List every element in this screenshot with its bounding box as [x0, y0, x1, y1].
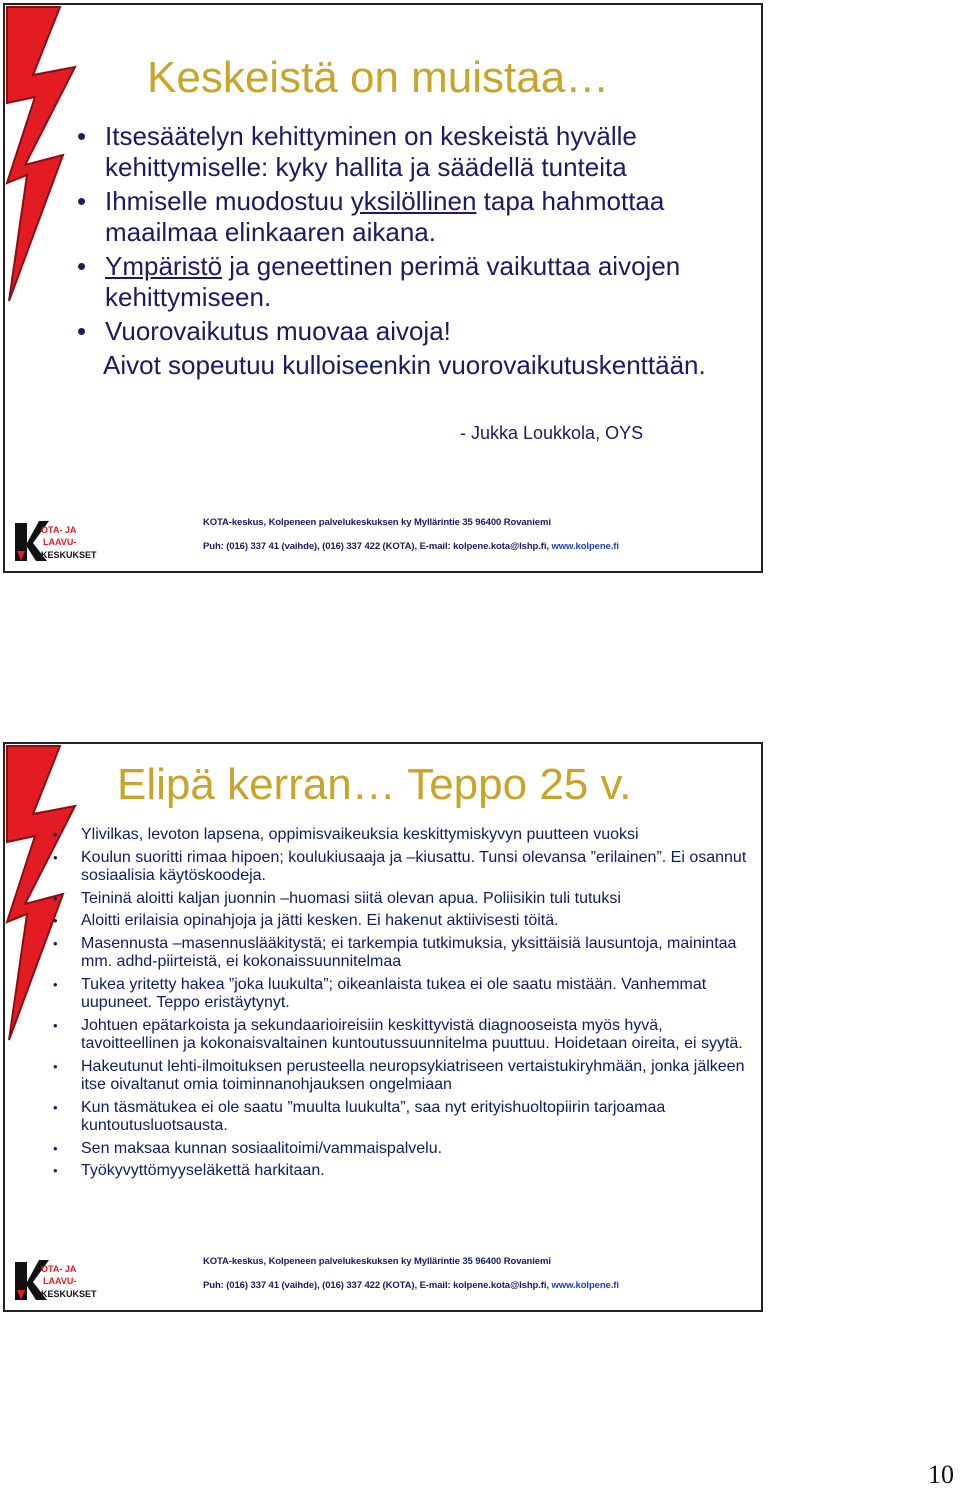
slide-title: Keskeistä on muistaa…: [147, 53, 610, 102]
svg-text:LAAVU-: LAAVU-: [43, 537, 77, 547]
bullet-dot-icon: •: [53, 1163, 58, 1178]
quote-attribution: - Jukka Loukkola, OYS: [460, 423, 644, 443]
bullet-item: • Sen maksaa kunnan sosiaalitoimi/vammaispalvelu.: [53, 1139, 443, 1157]
bullet-dot-icon: •: [53, 1058, 58, 1074]
footer-address: KOTA-keskus, Kolpeneen palvelukeskuksen ky Myllärintie 35 96400 Rovaniemi: [203, 1256, 551, 1267]
bullet-list: [51, 826, 751, 1185]
bullet-item: • Itsesäätelyn kehittyminen on keskeistä hyvälle kehittymiselle: kyky hallita ja säädellä tunteita: [77, 121, 637, 182]
kota-laavu-logo: [11, 513, 101, 563]
bullet-item: • Ylivilkas, levoton lapsena, oppimisvaikeuksia keskittymiskyvyn puutteen vuoksi: [53, 826, 639, 843]
bullet-item: • Johtuen epätarkoista ja sekundaarioireisiin keskittyvistä diagnooseista myös hyvä, tavoitteellinen ja kokonaisvaltainen kuntoutussuunnitelma puuttuu. Hoidetaan oireita, ei syytä.: [53, 1016, 743, 1052]
bullet-dot-icon: •: [77, 251, 87, 281]
bullet-item: • Ympäristö ja geneettinen perimä vaikuttaa aivojen kehittymiseen.: [77, 251, 681, 312]
bullet-item: • Koulun suoritti rimaa hipoen; koulukiusaaja ja –kiusattu. Tunsi olevansa ”erilainen”. Ei osannut sosiaalisia käytöskoodeja.: [53, 848, 747, 884]
website-link[interactable]: www.kolpene.fi: [551, 1280, 619, 1291]
svg-text:KESKUKSET: KESKUKSET: [41, 550, 97, 560]
bullet-dot-icon: •: [53, 1140, 58, 1156]
page-number: 10: [928, 1460, 954, 1489]
bullet-continuation: Aivot sopeutuu kulloiseenkin vuorovaikutuskenttään.: [103, 350, 706, 380]
bullet-item: • Työkyvyttömyyseläkettä harkitaan.: [53, 1162, 325, 1179]
slide-footer: [5, 1250, 761, 1310]
bullet-dot-icon: •: [53, 827, 58, 842]
slide-2: [3, 742, 763, 1312]
bullet-dot-icon: •: [53, 890, 58, 906]
svg-text:OTA- JA: OTA- JA: [41, 525, 77, 535]
slide-title: Elipä kerran… Teppo 25 v.: [117, 760, 632, 809]
bullet-item: • Teininä aloitti kaljan juonnin –huomasi siitä olevan apua. Poliisikin tuli tutuksi: [53, 889, 621, 907]
svg-text:KESKUKSET: KESKUKSET: [41, 1289, 97, 1299]
bullet-item: • Vuorovaikutus muovaa aivoja!: [77, 316, 451, 346]
bullet-dot-icon: •: [77, 316, 87, 346]
bullet-dot-icon: •: [53, 913, 58, 928]
footer-contact: Puh: (016) 337 41 (vaihde), (016) 337 422 (KOTA), E-mail: kolpene.kota@lshp.fi, www.kolpene.fi: [203, 1280, 619, 1291]
bullet-dot-icon: •: [53, 1017, 58, 1033]
bullet-dot-icon: •: [77, 186, 87, 216]
bullet-list: [75, 121, 740, 384]
slide-1: [3, 3, 763, 573]
website-link[interactable]: www.kolpene.fi: [551, 541, 619, 552]
bullet-item: • Tukea yritetty hakea ”joka luukulta”; oikeanlaista tukea ei ole saatu mistään. Vanhemmat uupuneet. Teppo eristäytynyt.: [53, 975, 707, 1011]
kota-laavu-logo: [11, 1252, 101, 1302]
bullet-item: • Ihmiselle muodostuu yksilöllinen tapa hahmottaa maailmaa elinkaaren aikana.: [77, 186, 665, 247]
footer-contact: Puh: (016) 337 41 (vaihde), (016) 337 422 (KOTA), E-mail: kolpene.kota@lshp.fi, www.kolpene.fi: [203, 541, 619, 552]
svg-text:LAAVU-: LAAVU-: [43, 1276, 77, 1286]
bullet-dot-icon: •: [53, 935, 58, 951]
footer-address: KOTA-keskus, Kolpeneen palvelukeskuksen ky Myllärintie 35 96400 Rovaniemi: [203, 517, 551, 528]
svg-text:OTA- JA: OTA- JA: [41, 1264, 77, 1274]
bullet-item: • Hakeutunut lehti-ilmoituksen perusteella neuropsykiatriseen vertaistukiryhmään, jonka jälkeen itse oivaltanut omia toiminnanohjauksen ongelmiaan: [53, 1057, 745, 1093]
bullet-item: • Kun täsmätukea ei ole saatu ”muulta luukulta”, saa nyt erityishuoltopiirin tarjoamaa kuntoutusluotsausta.: [53, 1098, 666, 1134]
bullet-item: • Masennusta –masennuslääkitystä; ei tarkempia tutkimuksia, yksittäisiä lausuntoja, mainintaa mm. adhd-piirteistä, ei kokonaissuunnitelmaa: [53, 934, 737, 970]
bullet-dot-icon: •: [77, 121, 87, 151]
bullet-item: • Aloitti erilaisia opinahjoja ja jätti kesken. Ei hakenut aktiivisesti töitä.: [53, 912, 559, 929]
bullet-dot-icon: •: [53, 849, 58, 865]
bullet-dot-icon: •: [53, 976, 58, 992]
bullet-dot-icon: •: [53, 1099, 58, 1115]
slide-footer: [5, 511, 761, 571]
